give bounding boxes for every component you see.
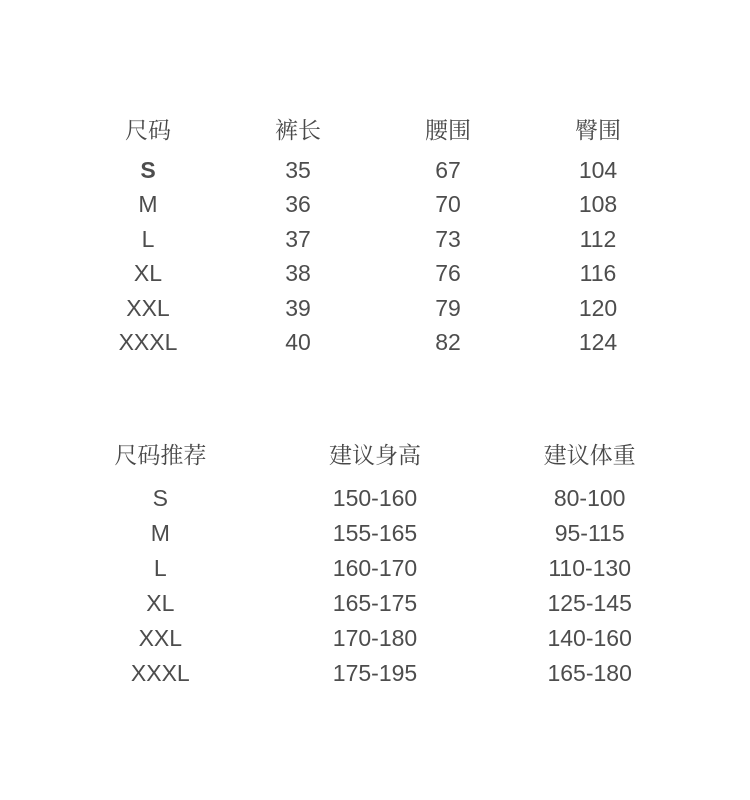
size-cell: M [138, 191, 158, 218]
column-header-size-recommend: 尺码推荐 [114, 442, 207, 468]
column-header-suggested-height: 建议身高 [328, 442, 421, 468]
size-cell: XXXL [118, 329, 178, 356]
size-recommendations-table [53, 438, 697, 691]
height-range-cell: 175-195 [332, 660, 418, 686]
pant-length-cell: 36 [285, 191, 311, 218]
hip-cell: 108 [578, 191, 618, 218]
height-range-cell: 155-165 [332, 520, 418, 546]
height-range-cell: 165-175 [332, 590, 418, 616]
pant-length-cell: 38 [285, 260, 311, 287]
column-header-waist: 腰围 [425, 117, 471, 143]
size-cell: XL [133, 260, 163, 287]
size-cell: XXXL [130, 660, 190, 686]
hip-cell: 120 [578, 294, 618, 321]
weight-range-cell: 125-145 [547, 590, 632, 616]
column-header-pant-length: 裤长 [275, 117, 321, 143]
weight-range-cell: 110-130 [548, 555, 632, 581]
column-header-hip: 臀围 [575, 117, 621, 143]
column-header-suggested-weight: 建议体重 [543, 442, 636, 468]
size-cell: M [150, 520, 170, 546]
waist-cell: 79 [435, 294, 461, 321]
waist-cell: 82 [435, 329, 461, 356]
hip-cell: 104 [578, 156, 618, 183]
weight-range-cell: 140-160 [547, 625, 632, 651]
waist-cell: 76 [435, 260, 461, 287]
height-range-cell: 170-180 [332, 625, 418, 651]
size-cell: S [152, 485, 168, 511]
size-cell: XXL [138, 625, 183, 651]
size-cell: L [153, 555, 167, 581]
waist-cell: 67 [435, 156, 461, 183]
column-header-size: 尺码 [125, 117, 171, 143]
waist-cell: 73 [435, 225, 461, 252]
weight-range-cell: 95-115 [554, 520, 625, 546]
pant-length-cell: 35 [285, 156, 311, 183]
size-cell: S [140, 156, 156, 183]
size-cell: XL [146, 590, 175, 616]
weight-range-cell: 80-100 [553, 485, 626, 511]
height-range-cell: 150-160 [332, 485, 418, 511]
pant-length-cell: 40 [285, 329, 311, 356]
size-cell: L [141, 225, 155, 252]
waist-cell: 70 [435, 191, 461, 218]
size-cell: XXL [126, 294, 170, 321]
hip-cell: 116 [579, 260, 617, 287]
pant-length-cell: 39 [285, 294, 311, 321]
height-range-cell: 160-170 [332, 555, 418, 581]
weight-range-cell: 165-180 [547, 660, 632, 686]
hip-cell: 112 [579, 225, 617, 252]
size-measurements-table [73, 113, 673, 360]
pant-length-cell: 37 [285, 225, 311, 252]
hip-cell: 124 [578, 329, 618, 356]
